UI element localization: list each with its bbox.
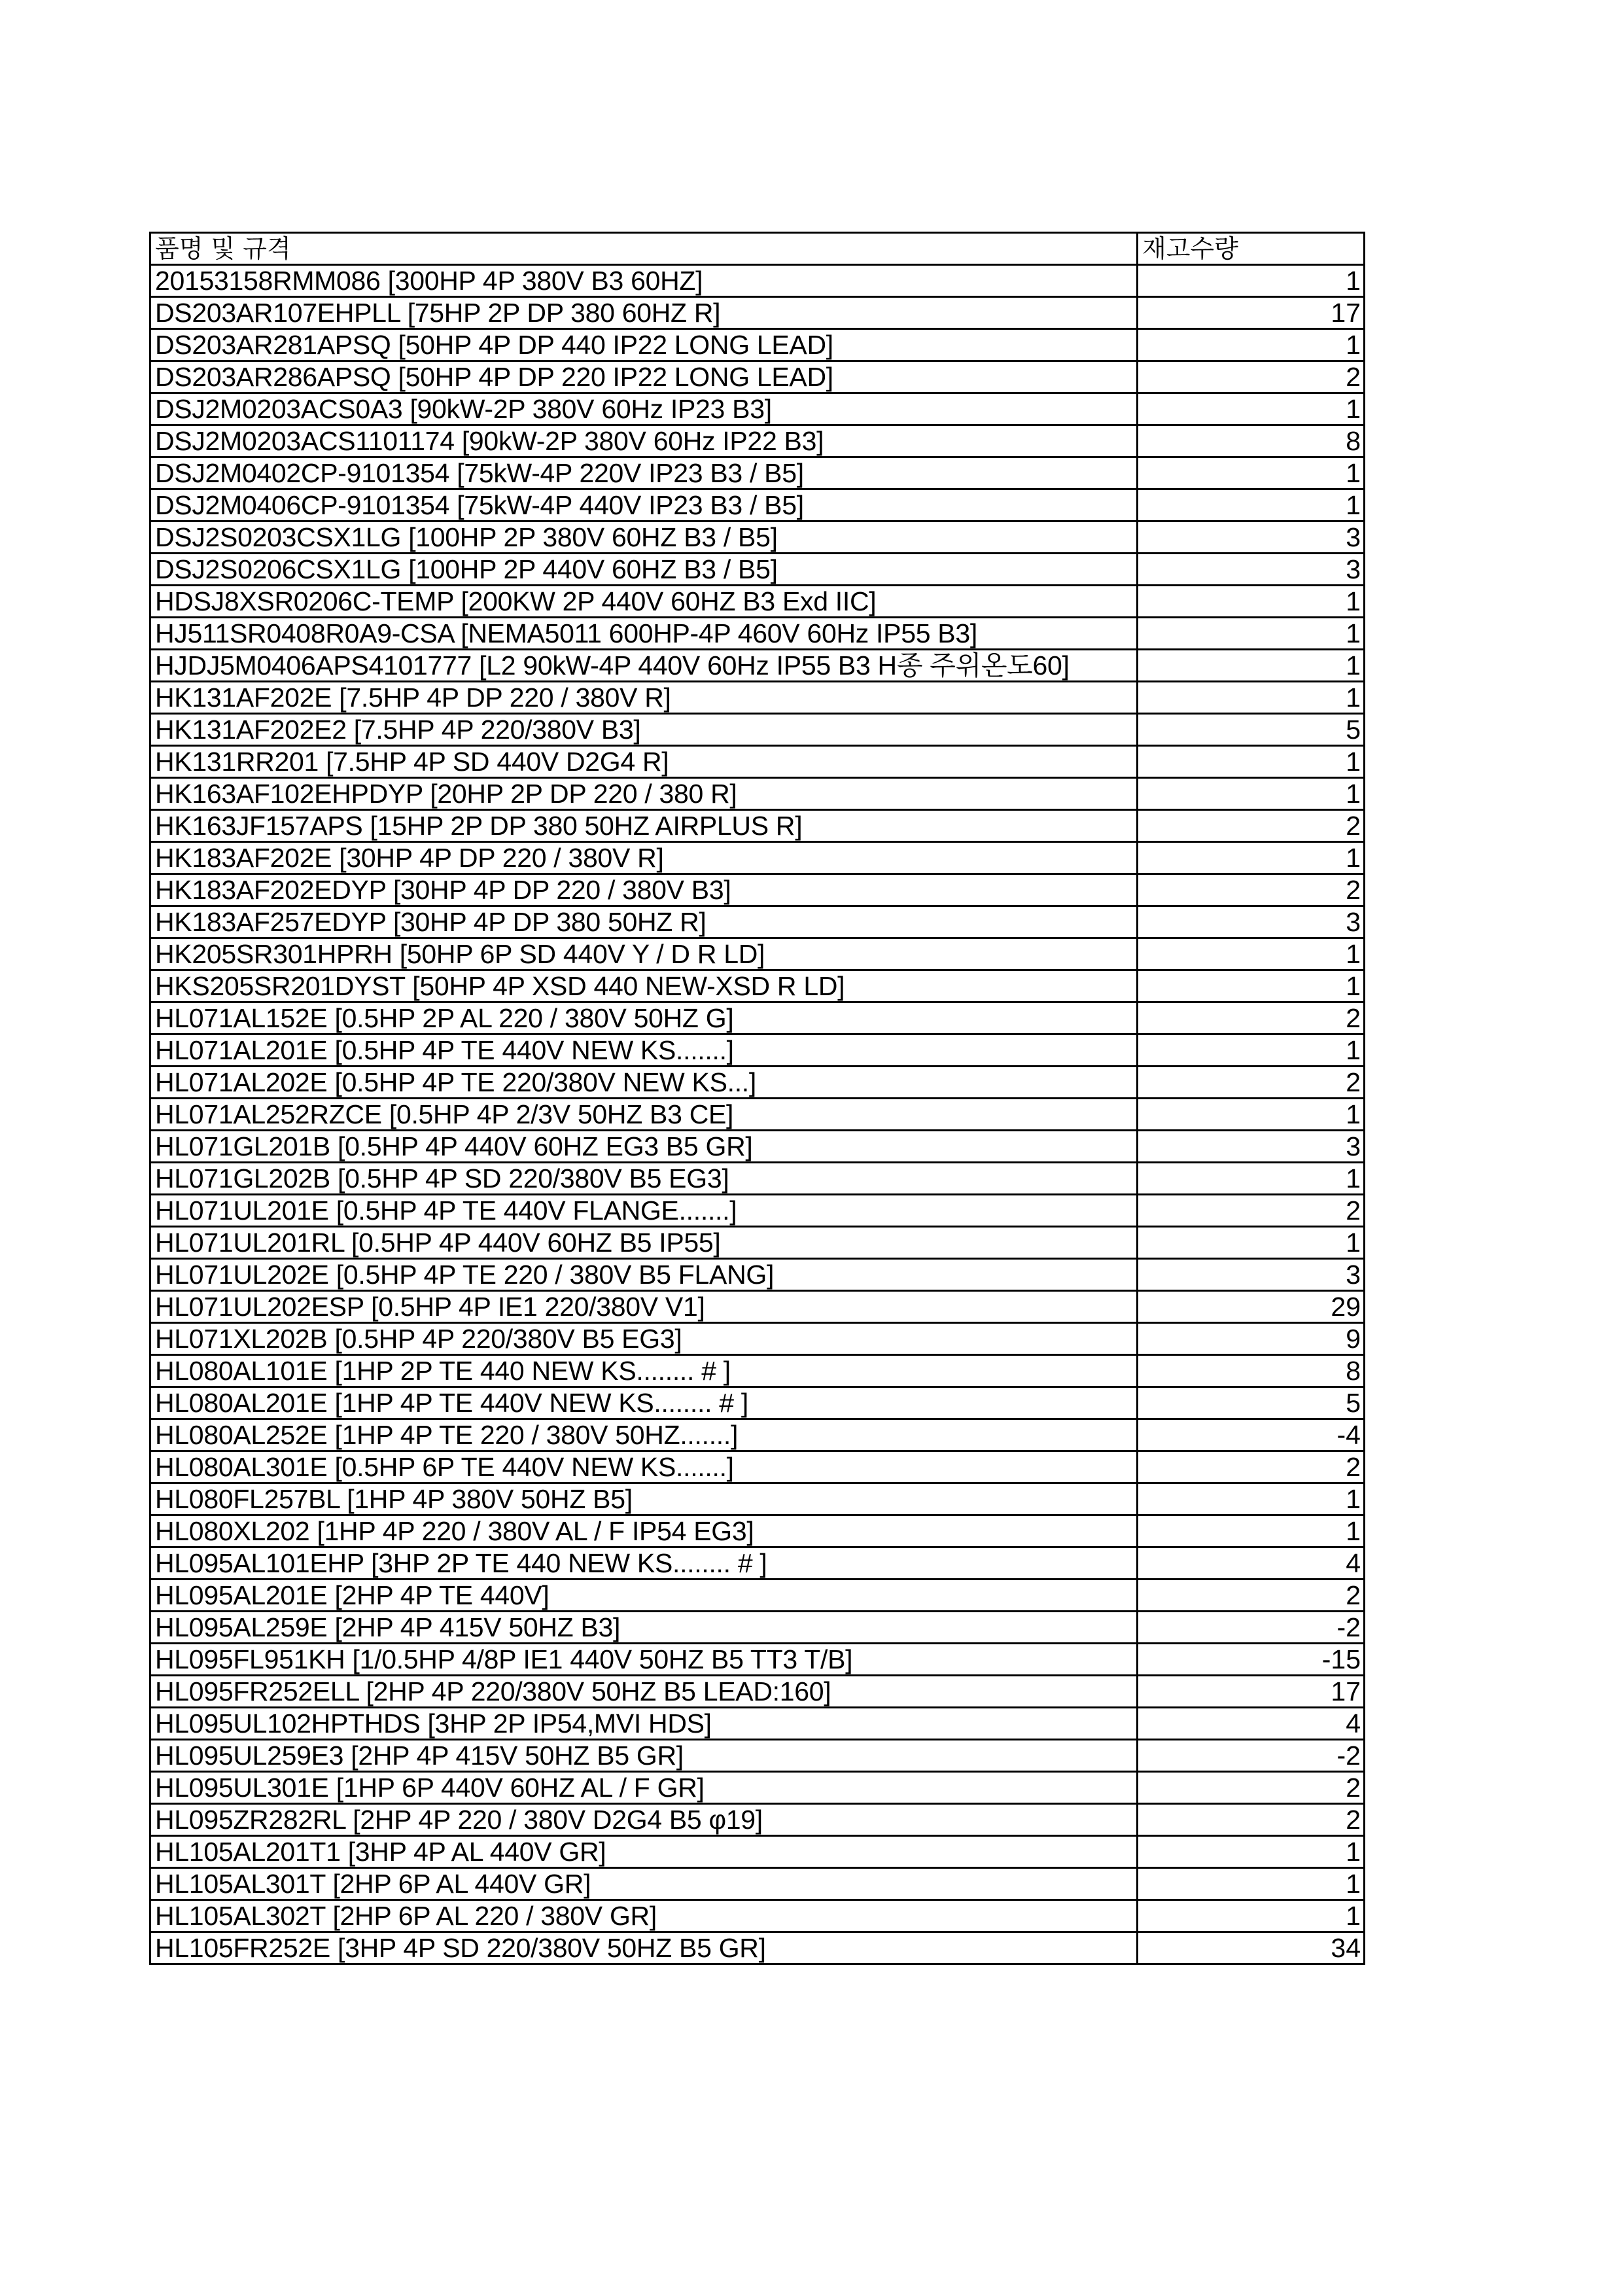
item-name-cell: HL095FL951KH [1/0.5HP 4/8P IE1 440V 50HZ B5 TT3 T/B] [150, 1644, 1138, 1676]
stock-quantity-cell: 2 [1138, 361, 1365, 393]
stock-quantity-cell: 9 [1138, 1323, 1365, 1355]
item-name-cell: DSJ2M0203ACS0A3 [90kW-2P 380V 60Hz IP23 B3] [150, 393, 1138, 425]
stock-quantity-cell: 5 [1138, 1387, 1365, 1419]
table-row [150, 746, 1365, 778]
stock-quantity-cell: 1 [1138, 970, 1365, 1002]
stock-quantity-cell: 3 [1138, 521, 1365, 554]
item-name-cell: DSJ2M0406CP-9101354 [75kW-4P 440V IP23 B3 / B5] [150, 489, 1138, 521]
item-name-cell: DSJ2M0402CP-9101354 [75kW-4P 220V IP23 B3 / B5] [150, 457, 1138, 489]
stock-quantity-cell: 1 [1138, 1515, 1365, 1547]
stock-quantity-cell: 2 [1138, 874, 1365, 906]
stock-quantity-cell: 1 [1138, 1163, 1365, 1195]
stock-quantity-cell: 3 [1138, 1131, 1365, 1163]
item-name-cell: HL105AL302T [2HP 6P AL 220 / 380V GR] [150, 1900, 1138, 1932]
item-name-cell: HL095AL101EHP [3HP 2P TE 440 NEW KS........ # ] [150, 1547, 1138, 1580]
stock-quantity-cell: 1 [1138, 586, 1365, 618]
stock-quantity-cell: 29 [1138, 1291, 1365, 1323]
table-row [150, 810, 1365, 842]
stock-quantity-cell: 1 [1138, 938, 1365, 970]
table-row [150, 554, 1365, 586]
item-name-cell: HL095UL301E [1HP 6P 440V 60HZ AL / F GR] [150, 1772, 1138, 1804]
table-row [150, 1195, 1365, 1227]
table-row [150, 1419, 1365, 1451]
item-name-cell: HL080AL301E [0.5HP 6P TE 440V NEW KS.......] [150, 1451, 1138, 1483]
item-name-cell: HJDJ5M0406APS4101777 [L2 90kW-4P 440V 60Hz IP55 B3 H종 주위온도60] [150, 650, 1138, 682]
item-name-cell: HK183AF257EDYP [30HP 4P DP 380 50HZ R] [150, 906, 1138, 938]
table-row [150, 329, 1365, 361]
table-header [150, 233, 1365, 265]
stock-quantity-cell: 1 [1138, 1034, 1365, 1067]
item-name-cell: HL071UL201E [0.5HP 4P TE 440V FLANGE.......] [150, 1195, 1138, 1227]
table-row [150, 1836, 1365, 1868]
item-name-cell: 20153158RMM086 [300HP 4P 380V B3 60HZ] [150, 265, 1138, 297]
item-name-cell: HK163AF102EHPDYP [20HP 2P DP 220 / 380 R] [150, 778, 1138, 810]
table-row [150, 874, 1365, 906]
table-row [150, 1580, 1365, 1612]
table-row [150, 297, 1365, 329]
item-name-cell: DS203AR286APSQ [50HP 4P DP 220 IP22 LONG LEAD] [150, 361, 1138, 393]
item-name-cell: HL071GL202B [0.5HP 4P SD 220/380V B5 EG3] [150, 1163, 1138, 1195]
table-row [150, 1034, 1365, 1067]
table-row [150, 1451, 1365, 1483]
stock-quantity-cell: 1 [1138, 1836, 1365, 1868]
item-name-cell: HL071GL201B [0.5HP 4P 440V 60HZ EG3 B5 GR] [150, 1131, 1138, 1163]
table-row [150, 1387, 1365, 1419]
item-name-cell: HL071XL202B [0.5HP 4P 220/380V B5 EG3] [150, 1323, 1138, 1355]
item-name-cell: HL080AL101E [1HP 2P TE 440 NEW KS........ # ] [150, 1355, 1138, 1387]
header-stock-quantity: 재고수량 [1138, 233, 1365, 265]
table-row [150, 1515, 1365, 1547]
table-row [150, 778, 1365, 810]
stock-quantity-cell: -2 [1138, 1612, 1365, 1644]
stock-quantity-cell: -15 [1138, 1644, 1365, 1676]
stock-quantity-cell: 2 [1138, 1451, 1365, 1483]
table-row [150, 682, 1365, 714]
table-row [150, 457, 1365, 489]
item-name-cell: HL080XL202 [1HP 4P 220 / 380V AL / F IP54 EG3] [150, 1515, 1138, 1547]
item-name-cell: HK131AF202E [7.5HP 4P DP 220 / 380V R] [150, 682, 1138, 714]
item-name-cell: HL071UL202E [0.5HP 4P TE 220 / 380V B5 FLANG] [150, 1259, 1138, 1291]
item-name-cell: HL071AL152E [0.5HP 2P AL 220 / 380V 50HZ G] [150, 1002, 1138, 1034]
stock-quantity-cell: 1 [1138, 842, 1365, 874]
item-name-cell: HK183AF202EDYP [30HP 4P DP 220 / 380V B3] [150, 874, 1138, 906]
table-row [150, 842, 1365, 874]
table-row [150, 393, 1365, 425]
table-row [150, 938, 1365, 970]
table-row [150, 586, 1365, 618]
item-name-cell: HL080AL201E [1HP 4P TE 440V NEW KS........ # ] [150, 1387, 1138, 1419]
item-name-cell: HDSJ8XSR0206C-TEMP [200KW 2P 440V 60HZ B3 Exd IIC] [150, 586, 1138, 618]
stock-quantity-cell: 2 [1138, 1772, 1365, 1804]
item-name-cell: DSJ2S0203CSX1LG [100HP 2P 380V 60HZ B3 / B5] [150, 521, 1138, 554]
item-name-cell: HL105AL201T1 [3HP 4P AL 440V GR] [150, 1836, 1138, 1868]
item-name-cell: HJ511SR0408R0A9-CSA [NEMA5011 600HP-4P 460V 60Hz IP55 B3] [150, 618, 1138, 650]
item-name-cell: HK205SR301HPRH [50HP 6P SD 440V Y / D R LD] [150, 938, 1138, 970]
stock-quantity-cell: 1 [1138, 1900, 1365, 1932]
table-row [150, 1163, 1365, 1195]
table-row [150, 1067, 1365, 1099]
item-name-cell: HL095AL201E [2HP 4P TE 440V] [150, 1580, 1138, 1612]
table-row [150, 1547, 1365, 1580]
stock-quantity-cell: 17 [1138, 297, 1365, 329]
item-name-cell: HK183AF202E [30HP 4P DP 220 / 380V R] [150, 842, 1138, 874]
item-name-cell: HK131RR201 [7.5HP 4P SD 440V D2G4 R] [150, 746, 1138, 778]
stock-quantity-cell: 8 [1138, 425, 1365, 457]
stock-quantity-cell: 1 [1138, 1227, 1365, 1259]
table-row [150, 1772, 1365, 1804]
item-name-cell: HL095AL259E [2HP 4P 415V 50HZ B3] [150, 1612, 1138, 1644]
stock-quantity-cell: 4 [1138, 1547, 1365, 1580]
item-name-cell: HL095UL259E3 [2HP 4P 415V 50HZ B5 GR] [150, 1740, 1138, 1772]
item-name-cell: HKS205SR201DYST [50HP 4P XSD 440 NEW-XSD R LD] [150, 970, 1138, 1002]
stock-quantity-cell: 1 [1138, 265, 1365, 297]
stock-quantity-cell: 1 [1138, 457, 1365, 489]
stock-quantity-cell: 1 [1138, 393, 1365, 425]
table-row [150, 1644, 1365, 1676]
table-row [150, 1291, 1365, 1323]
item-name-cell: HL080AL252E [1HP 4P TE 220 / 380V 50HZ.......] [150, 1419, 1138, 1451]
table-row [150, 618, 1365, 650]
stock-quantity-cell: 8 [1138, 1355, 1365, 1387]
table-row [150, 1002, 1365, 1034]
table-row [150, 1259, 1365, 1291]
table-row [150, 714, 1365, 746]
table-row [150, 521, 1365, 554]
item-name-cell: HL071AL252RZCE [0.5HP 4P 2/3V 50HZ B3 CE] [150, 1099, 1138, 1131]
table-row [150, 1612, 1365, 1644]
item-name-cell: HL071AL202E [0.5HP 4P TE 220/380V NEW KS...] [150, 1067, 1138, 1099]
table-row [150, 1804, 1365, 1836]
table-row [150, 265, 1365, 297]
item-name-cell: DSJ2M0203ACS1101174 [90kW-2P 380V 60Hz IP22 B3] [150, 425, 1138, 457]
table-row [150, 970, 1365, 1002]
stock-quantity-cell: 3 [1138, 906, 1365, 938]
table-row [150, 1099, 1365, 1131]
stock-quantity-cell: 1 [1138, 746, 1365, 778]
stock-quantity-cell: 1 [1138, 1868, 1365, 1900]
table-row [150, 1355, 1365, 1387]
stock-quantity-cell: 2 [1138, 1195, 1365, 1227]
item-name-cell: HL095ZR282RL [2HP 4P 220 / 380V D2G4 B5 φ19] [150, 1804, 1138, 1836]
stock-quantity-cell: 2 [1138, 810, 1365, 842]
table-row [150, 906, 1365, 938]
item-name-cell: HK163JF157APS [15HP 2P DP 380 50HZ AIRPLUS R] [150, 810, 1138, 842]
stock-quantity-cell: 1 [1138, 618, 1365, 650]
item-name-cell: HL105FR252E [3HP 4P SD 220/380V 50HZ B5 GR] [150, 1932, 1138, 1964]
stock-quantity-cell: 3 [1138, 554, 1365, 586]
stock-quantity-cell: 1 [1138, 778, 1365, 810]
item-name-cell: DS203AR281APSQ [50HP 4P DP 440 IP22 LONG LEAD] [150, 329, 1138, 361]
item-name-cell: HL071UL201RL [0.5HP 4P 440V 60HZ B5 IP55] [150, 1227, 1138, 1259]
stock-quantity-cell: 2 [1138, 1002, 1365, 1034]
item-name-cell: HL095UL102HPTHDS [3HP 2P IP54,MVI HDS] [150, 1708, 1138, 1740]
stock-quantity-cell: 1 [1138, 682, 1365, 714]
table-row [150, 1932, 1365, 1964]
stock-quantity-cell: 34 [1138, 1932, 1365, 1964]
table-row [150, 1868, 1365, 1900]
stock-quantity-cell: 2 [1138, 1580, 1365, 1612]
table-row [150, 1483, 1365, 1515]
stock-quantity-cell: 1 [1138, 1483, 1365, 1515]
table-row [150, 650, 1365, 682]
item-name-cell: HL095FR252ELL [2HP 4P 220/380V 50HZ B5 LEAD:160] [150, 1676, 1138, 1708]
stock-quantity-cell: 1 [1138, 329, 1365, 361]
stock-quantity-cell: 4 [1138, 1708, 1365, 1740]
item-name-cell: HL071AL201E [0.5HP 4P TE 440V NEW KS.......] [150, 1034, 1138, 1067]
stock-quantity-cell: 17 [1138, 1676, 1365, 1708]
header-item-name-spec: 품명 및 규격 [150, 233, 1138, 265]
table-row [150, 1131, 1365, 1163]
stock-quantity-cell: 1 [1138, 489, 1365, 521]
stock-quantity-cell: 5 [1138, 714, 1365, 746]
stock-quantity-cell: 1 [1138, 650, 1365, 682]
table-row [150, 489, 1365, 521]
item-name-cell: HL080FL257BL [1HP 4P 380V 50HZ B5] [150, 1483, 1138, 1515]
item-name-cell: HL071UL202ESP [0.5HP 4P IE1 220/380V V1] [150, 1291, 1138, 1323]
table-row [150, 1708, 1365, 1740]
table-row [150, 1676, 1365, 1708]
inventory-sheet [149, 232, 1363, 1965]
item-name-cell: DSJ2S0206CSX1LG [100HP 2P 440V 60HZ B3 / B5] [150, 554, 1138, 586]
table-row [150, 1740, 1365, 1772]
item-name-cell: HL105AL301T [2HP 6P AL 440V GR] [150, 1868, 1138, 1900]
header-row [150, 233, 1365, 265]
stock-quantity-cell: 2 [1138, 1067, 1365, 1099]
item-name-cell: DS203AR107EHPLL [75HP 2P DP 380 60HZ R] [150, 297, 1138, 329]
inventory-table [149, 232, 1365, 1965]
table-row [150, 1900, 1365, 1932]
table-body [150, 265, 1365, 1964]
table-row [150, 1323, 1365, 1355]
stock-quantity-cell: 2 [1138, 1804, 1365, 1836]
table-row [150, 1227, 1365, 1259]
stock-quantity-cell: 1 [1138, 1099, 1365, 1131]
table-row [150, 425, 1365, 457]
stock-quantity-cell: 3 [1138, 1259, 1365, 1291]
stock-quantity-cell: -2 [1138, 1740, 1365, 1772]
stock-quantity-cell: -4 [1138, 1419, 1365, 1451]
item-name-cell: HK131AF202E2 [7.5HP 4P 220/380V B3] [150, 714, 1138, 746]
table-row [150, 361, 1365, 393]
